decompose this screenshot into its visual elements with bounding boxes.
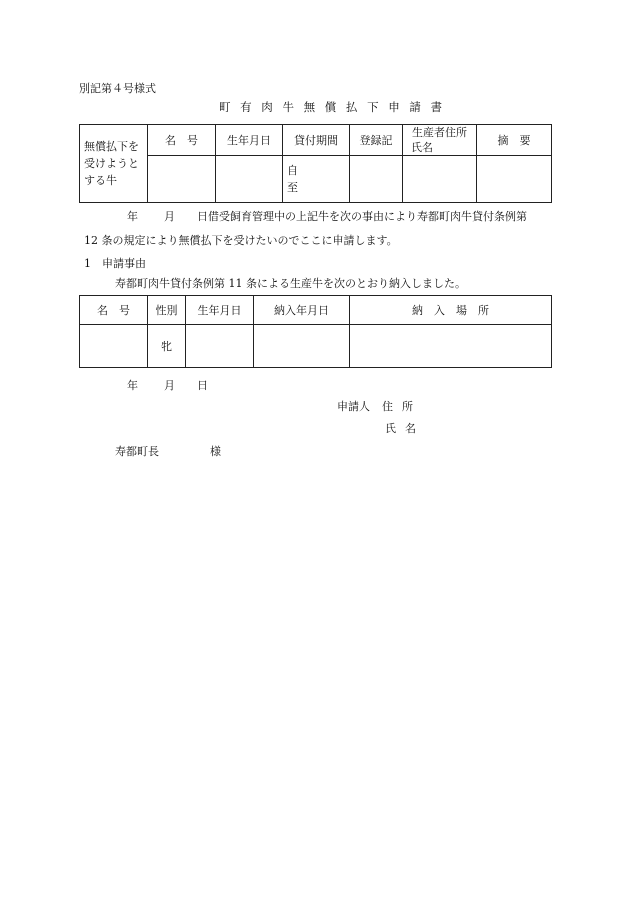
col-header-name: 名 号: [148, 125, 216, 156]
col2-header-name: 名 号: [80, 296, 148, 325]
document-title: 町 有 肉 牛 無 償 払 下 申 請 書: [219, 100, 446, 114]
addressee-honorific: 様: [210, 445, 221, 458]
address-label-2: 所: [402, 400, 413, 413]
col-header-remarks: 摘 要: [477, 125, 552, 156]
cell2-delivery-date[interactable]: [254, 325, 350, 368]
paragraph-line-1: [127, 208, 527, 224]
period-to-label: 至: [287, 181, 298, 194]
applicant-label: 申請人: [337, 400, 370, 413]
applicant-address-line: [337, 398, 413, 414]
cell2-sex: 牝: [148, 325, 186, 368]
producer-name-label: 氏名: [411, 141, 433, 154]
col2-header-sex: 性別: [148, 296, 186, 325]
cell2-birthdate[interactable]: [186, 325, 254, 368]
cell-loan-period[interactable]: [283, 156, 350, 203]
row-header-line-1: 無償払下を: [84, 140, 139, 153]
row-header-line-2: 受けようと: [84, 157, 139, 170]
cattle-row-header: [80, 125, 148, 203]
address-label-1: 住: [382, 400, 393, 413]
date-year: 年: [127, 379, 138, 392]
date-month: 月: [164, 379, 175, 392]
name-label-2: 名: [405, 422, 416, 435]
applicant-name-line: [385, 420, 416, 436]
cattle-table: [79, 124, 552, 203]
cell-birthdate[interactable]: [216, 156, 283, 203]
cell-name[interactable]: [148, 156, 216, 203]
cell2-name[interactable]: [80, 325, 148, 368]
name-label-1: 氏: [385, 422, 396, 435]
col2-header-delivery-date: 納入年月日: [254, 296, 350, 325]
col2-header-birthdate: 生年月日: [186, 296, 254, 325]
cell-producer[interactable]: [403, 156, 477, 203]
col-header-loan-period: 貸付期間: [283, 125, 350, 156]
row-header-line-3: する牛: [84, 174, 117, 187]
section-title: 申請事由: [102, 257, 146, 270]
para-month: 月: [164, 210, 175, 223]
addressee-name: 寿都町長: [115, 445, 159, 458]
section-1-heading: [84, 255, 146, 271]
cell2-delivery-place[interactable]: [350, 325, 552, 368]
para-year: 年: [127, 210, 138, 223]
paragraph-line-2: 12 条の規定により無償払下を受けたいのでここに申請します。: [84, 234, 398, 247]
col2-header-delivery-place: 納 入 場 所: [350, 296, 552, 325]
form-number: 別記第４号様式: [79, 82, 156, 95]
section-1-text: 寿都町肉牛貸付条例第 11 条による生産牛を次のとおり納入しました。: [115, 277, 466, 290]
addressee-line: [115, 443, 221, 459]
col-header-registration: 登録記: [350, 125, 403, 156]
period-from-label: 自: [287, 164, 298, 177]
application-date: [127, 377, 208, 393]
date-day: 日: [197, 379, 208, 392]
para-line1-text: 日借受飼育管理中の上記牛を次の事由により寿都町肉牛貸付条例第: [197, 210, 527, 223]
col-header-birthdate: 生年月日: [216, 125, 283, 156]
col-header-producer: [403, 125, 477, 156]
producer-address-label: 生産者住所: [412, 126, 467, 139]
delivery-table: [79, 295, 552, 368]
cell-remarks[interactable]: [477, 156, 552, 203]
section-number: 1: [84, 257, 91, 270]
cell-registration[interactable]: [350, 156, 403, 203]
